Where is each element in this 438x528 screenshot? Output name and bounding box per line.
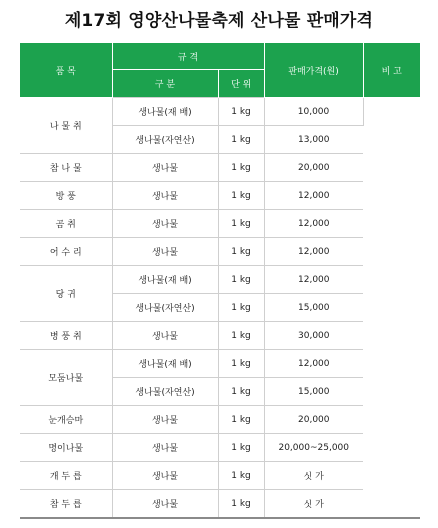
item-price: 30,000 [264, 322, 363, 350]
table-row [20, 434, 420, 462]
item-kind: 생나물(자연산) [112, 378, 218, 406]
remark-cell [363, 98, 420, 519]
header-remark: 비 고 [363, 43, 420, 98]
table-row [20, 350, 420, 378]
item-kind: 생나물 [112, 238, 218, 266]
item-kind: 생나물 [112, 322, 218, 350]
item-unit: 1 kg [218, 462, 264, 490]
item-price: 10,000 [264, 98, 363, 126]
item-name: 참 두 릅 [20, 490, 112, 519]
header-kind: 구 분 [112, 70, 218, 98]
item-kind: 생나물 [112, 434, 218, 462]
item-kind: 생나물 [112, 406, 218, 434]
page-title: 제17회 영양산나물축제 산나물 판매가격 [64, 11, 374, 31]
item-kind: 생나물 [112, 210, 218, 238]
item-price: 12,000 [264, 182, 363, 210]
header-price: 판매가격(원) [264, 43, 363, 98]
item-price: 12,000 [264, 350, 363, 378]
item-price: 12,000 [264, 266, 363, 294]
item-kind: 생나물(재 배) [112, 266, 218, 294]
item-unit: 1 kg [218, 182, 264, 210]
item-name: 방 풍 [20, 182, 112, 210]
item-name: 어 수 리 [20, 238, 112, 266]
item-unit: 1 kg [218, 490, 264, 519]
item-price: 12,000 [264, 210, 363, 238]
item-price: 싯 가 [264, 462, 363, 490]
table-row [20, 98, 420, 126]
item-price: 싯 가 [264, 490, 363, 519]
table-row [20, 154, 420, 182]
item-price: 15,000 [264, 294, 363, 322]
item-price: 15,000 [264, 378, 363, 406]
item-price: 13,000 [264, 126, 363, 154]
table-row [20, 462, 420, 490]
item-kind: 생나물(재 배) [112, 350, 218, 378]
item-kind: 생나물(자연산) [112, 126, 218, 154]
item-unit: 1 kg [218, 350, 264, 378]
header-item: 품 목 [20, 43, 112, 98]
item-kind: 생나물 [112, 462, 218, 490]
table-row [20, 490, 420, 519]
header-unit: 단 위 [218, 70, 264, 98]
item-price: 12,000 [264, 238, 363, 266]
item-name: 나 물 취 [20, 98, 112, 154]
table-row [20, 210, 420, 238]
item-name: 병 풍 취 [20, 322, 112, 350]
item-unit: 1 kg [218, 434, 264, 462]
table-row [20, 322, 420, 350]
item-kind: 생나물 [112, 154, 218, 182]
item-unit: 1 kg [218, 378, 264, 406]
item-kind: 생나물(자연산) [112, 294, 218, 322]
item-unit: 1 kg [218, 154, 264, 182]
table-row [20, 266, 420, 294]
item-name: 곰 취 [20, 210, 112, 238]
item-unit: 1 kg [218, 294, 264, 322]
item-name: 명이나물 [20, 434, 112, 462]
table-row [20, 238, 420, 266]
item-name: 참 나 물 [20, 154, 112, 182]
item-unit: 1 kg [218, 98, 264, 126]
item-name: 모둠나물 [20, 350, 112, 406]
item-name: 개 두 릅 [20, 462, 112, 490]
item-kind: 생나물 [112, 490, 218, 519]
item-kind: 생나물 [112, 182, 218, 210]
item-price: 20,000 [264, 406, 363, 434]
table-row [20, 406, 420, 434]
header-spec: 규 격 [112, 43, 264, 70]
price-table [20, 43, 420, 519]
table-row [20, 182, 420, 210]
item-unit: 1 kg [218, 126, 264, 154]
item-name: 눈개승마 [20, 406, 112, 434]
item-unit: 1 kg [218, 238, 264, 266]
item-unit: 1 kg [218, 406, 264, 434]
item-unit: 1 kg [218, 210, 264, 238]
item-kind: 생나물(재 배) [112, 98, 218, 126]
item-price: 20,000 [264, 154, 363, 182]
item-unit: 1 kg [218, 266, 264, 294]
item-unit: 1 kg [218, 322, 264, 350]
item-name: 당 귀 [20, 266, 112, 322]
table-body [20, 98, 420, 519]
table-header [20, 43, 420, 98]
item-price: 20,000~25,000 [264, 434, 363, 462]
